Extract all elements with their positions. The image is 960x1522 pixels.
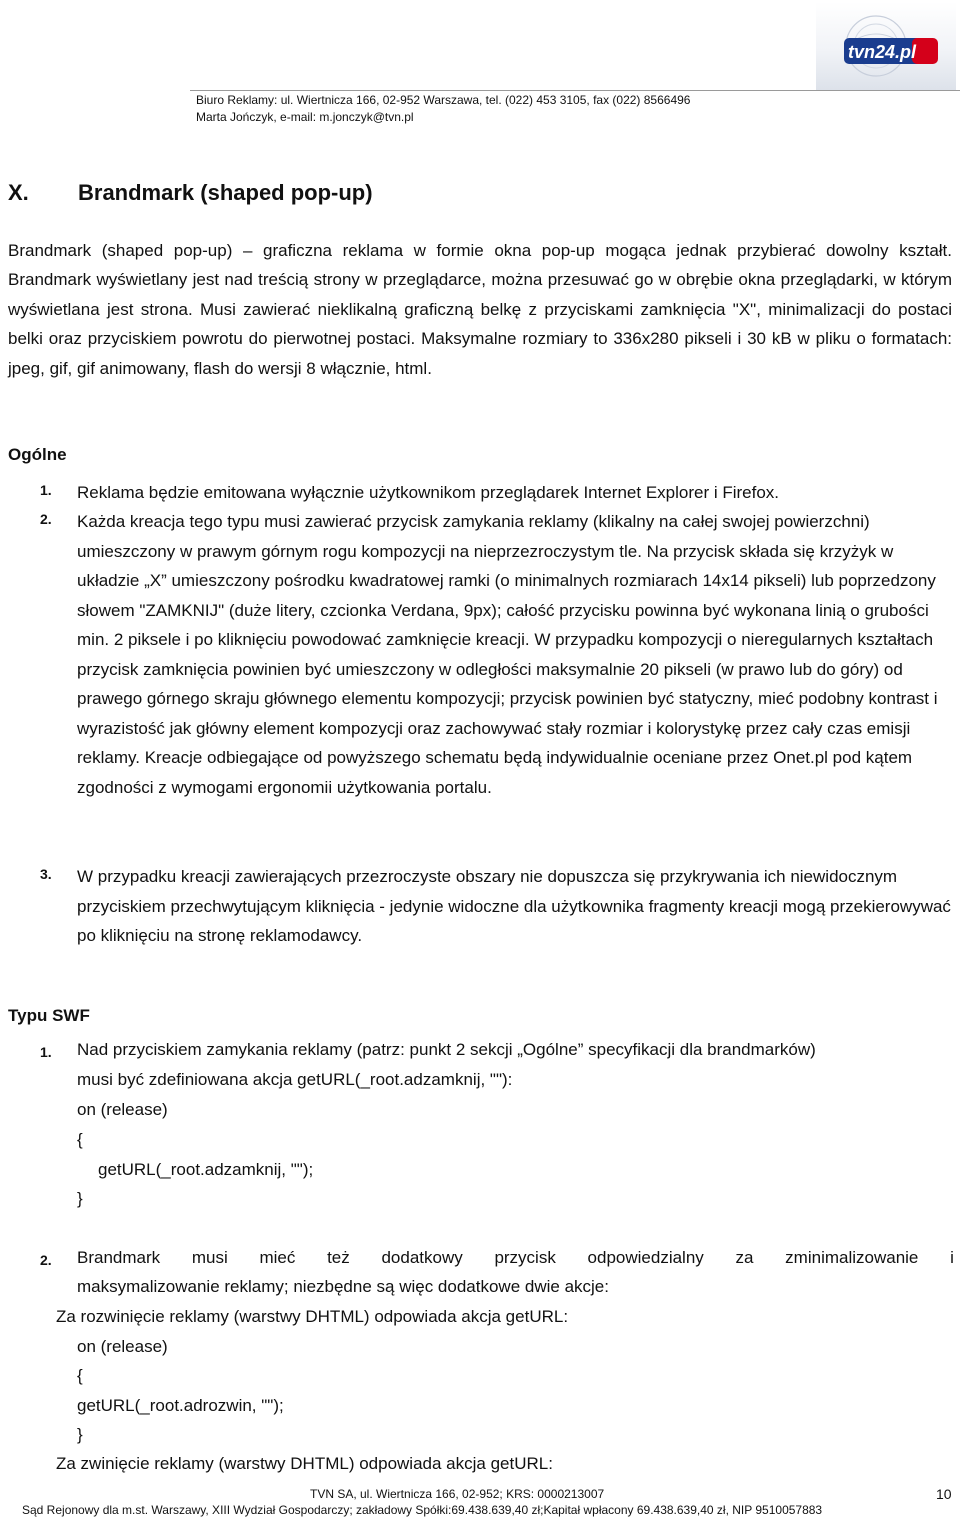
general-item-2-number: 2. (40, 511, 52, 527)
tvn24-logo-graphic (816, 2, 956, 90)
swf-item-2-number: 2. (40, 1252, 52, 1268)
general-list (0, 478, 960, 958)
page-number: 10 (936, 1486, 952, 1502)
swf-item-2-code-4: } (77, 1425, 83, 1444)
swf-collapse-label: Za zwinięcie reklamy (warstwy DHTML) odpowiada akcja getURL: (56, 1454, 553, 1473)
swf-item-2-code-1: on (release) (77, 1337, 168, 1356)
word: zminimalizowanie (785, 1248, 919, 1267)
swf-item-1-code-4: } (77, 1189, 83, 1208)
word: i (950, 1248, 954, 1267)
general-heading: Ogólne (8, 445, 67, 464)
swf-item-1-code-2: { (77, 1130, 83, 1149)
swf-list (0, 1040, 960, 1485)
swf-item-1-line-1: Nad przyciskiem zamykania reklamy (patrz: punkt 2 sekcji „Ogólne” specyfikacji dla brandmarków) (77, 1040, 816, 1059)
swf-item-2-line-2: maksymalizowanie reklamy; niezbędne są więc dodatkowe dwie akcje: (77, 1277, 609, 1296)
swf-heading: Typu SWF (8, 1006, 90, 1025)
tvn24-logo (816, 2, 956, 90)
swf-item-1-number: 1. (40, 1044, 52, 1060)
general-item-3: W przypadku kreacji zawierających przezroczyste obszary nie dopuszcza się przykrywania ich niewidocznym przyciskiem przechwytującym kliknięcia - jedynie widoczne dla użytkownika fragmenty kreacji mogą przekierowywać po kliknięciu na stronę reklamodawcy. (77, 867, 951, 945)
header-rule (190, 90, 960, 91)
general-item-2: Każda kreacja tego typu musi zawierać przycisk zamykania reklamy (klikalny na całej swojej powierzchni) umieszczony w prawym górnym rogu kompozycji na nieprzezroczystym tle. Na przycisk składa się krzyżyk w układzie „X” umieszczony pośrodku kwadratowej ramki (o minimalnych rozmiarach 14x14 pikseli) lub poprzedzony słowem "ZAMKNIJ" (duże litery, czcionka Verdana, 9px); całość przycisku powinna być wykonana linią o grubości min. 2 piksele i po kliknięciu powodować zamknięcie kreacji. W przypadku kompozycji o nieregularnych kształtach przycisk zamknięcia powinien być umieszczony w odległości maksymalnie 20 pikseli (w prawo lub do góry) od prawego górnego skraju głównego elementu kompozycji; przycisk powinien być statyczny, mieć podobny kontrast i wyrazistość jak główny element kompozycji oraz zachowywać stały rozmiar i kolorystykę przez cały czas emisji reklamy. Kreacje odbiegające od powyższego schematu będą indywidualnie oceniane przez Onet.pl pod kątem zgodności z wymogami ergonomii użytkowania portalu. (77, 512, 938, 797)
header-address: Biuro Reklamy: ul. Wiertnicza 166, 02-952 Warszawa, tel. (022) 453 3105, fax (022) 8566496 (196, 93, 691, 107)
footer-registry: Sąd Rejonowy dla m.st. Warszawy, XIII Wydział Gospodarczy; zakładowy Spółki:69.438.639,40 zł;Kapitał wpłacony 69.438.639,40 zł, NIP 9510057883 (22, 1503, 823, 1517)
word: przycisk (494, 1248, 556, 1267)
swf-item-1-code-1: on (release) (77, 1100, 168, 1119)
section-number: X. (8, 180, 29, 205)
word: też (327, 1248, 350, 1267)
word: musi (191, 1248, 228, 1267)
swf-item-2-code-2: { (77, 1366, 83, 1385)
footer-company: TVN SA, ul. Wiertnicza 166, 02-952; KRS: 0000213007 (310, 1487, 605, 1501)
general-item-1: Reklama będzie emitowana wyłącznie użytkownikom przeglądarek Internet Explorer i Firefox. (77, 483, 780, 502)
general-item-3-number: 3. (40, 866, 52, 882)
swf-expand-label: Za rozwinięcie reklamy (warstwy DHTML) odpowiada akcja getURL: (56, 1307, 569, 1326)
swf-item-1-code-3: getURL(_root.adzamknij, ""); (98, 1160, 314, 1179)
swf-item-2-line-1 (77, 1248, 954, 1268)
header-contact: Marta Jończyk, e-mail: m.jonczyk@tvn.pl (196, 110, 414, 124)
section-title (8, 180, 373, 206)
logo-text: tvn24.pl (848, 42, 917, 62)
word: Brandmark (77, 1248, 161, 1267)
word: mieć (259, 1248, 296, 1267)
section-title-text: Brandmark (shaped pop-up) (78, 180, 373, 205)
swf-item-2-code-3: getURL(_root.adrozwin, ""); (77, 1396, 284, 1415)
word: dodatkowy (381, 1248, 463, 1267)
intro-paragraph: Brandmark (shaped pop-up) – graficzna reklama w formie okna pop-up mogąca jednak przybierać dowolny kształt. Brandmark wyświetlany jest nad treścią strony w przeglądarce, można przesuwać go w obrębie okna przeglądarki, w którym wyświetlana jest strona. Musi zawierać nieklikalną graficzną belkę z przyciskami zamknięcia "X", minimalizacji do postaci belki oraz przyciskiem powrotu do pierwotnej postaci. Maksymalne rozmiary to 336x280 pikseli i 30 kB w pliku o formatach: jpeg, gif, gif animowany, flash do wersji 8 włącznie, html. (8, 241, 952, 378)
word: odpowiedzialny (587, 1248, 704, 1267)
word: za (735, 1248, 754, 1267)
swf-item-1-line-2: musi być zdefiniowana akcja getURL(_root.adzamknij, ""): (77, 1070, 513, 1089)
general-item-1-number: 1. (40, 482, 52, 498)
